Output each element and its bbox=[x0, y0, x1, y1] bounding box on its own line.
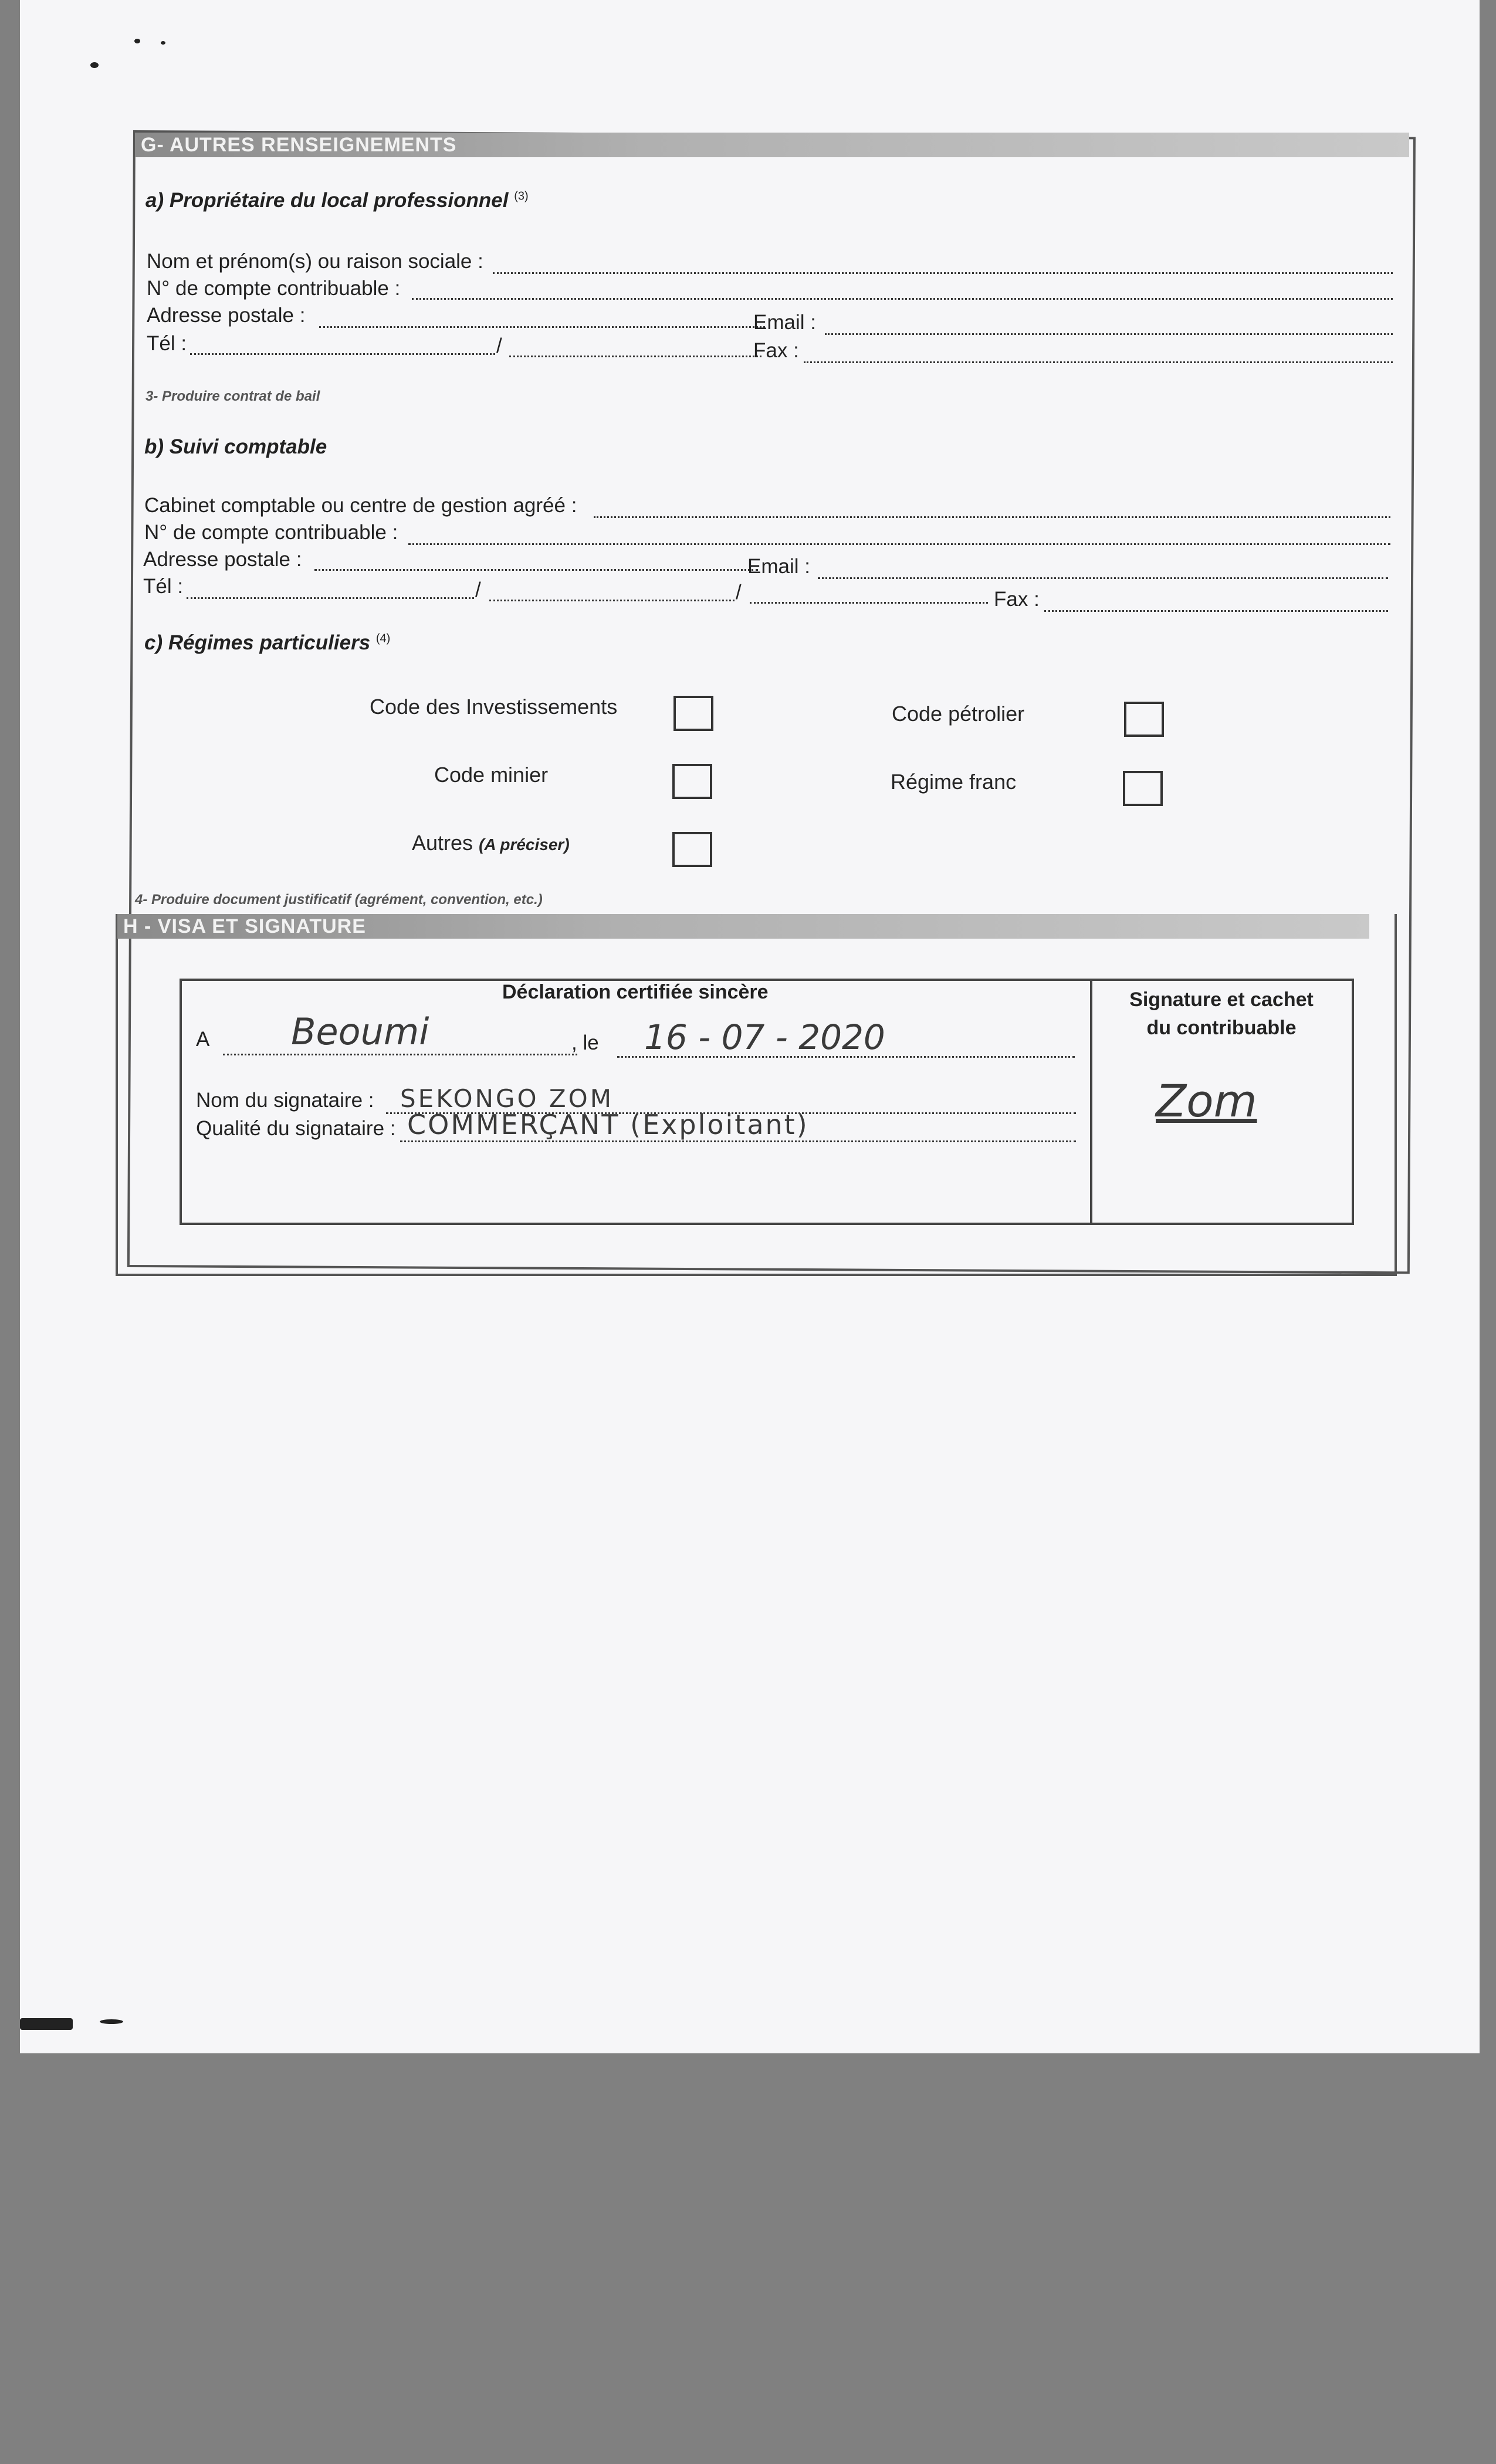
signatory-name-handwritten: SEKONGO ZOM bbox=[400, 1084, 614, 1113]
accountant-cabinet-label: Cabinet comptable ou centre de gestion agréé : bbox=[144, 494, 577, 517]
accountant-tel-field-3[interactable] bbox=[750, 602, 988, 604]
date-handwritten: 16 - 07 - 2020 bbox=[644, 1017, 885, 1057]
owner-fax-field[interactable] bbox=[804, 361, 1393, 363]
owner-email-label: Email : bbox=[753, 311, 816, 334]
scanned-page bbox=[20, 0, 1480, 2053]
checkbox-code-petrolier[interactable] bbox=[1124, 702, 1164, 737]
accountant-email-field[interactable] bbox=[818, 577, 1388, 579]
section-h-title: H - VISA ET SIGNATURE bbox=[117, 914, 1369, 939]
regime-label-petrolier: Code pétrolier bbox=[892, 702, 1025, 726]
signatory-quality-label: Qualité du signataire : bbox=[196, 1117, 396, 1140]
subsection-a-heading: a) Propriétaire du local professionnel $^{(3)}$ bbox=[145, 189, 529, 212]
regime-label-franc: Régime franc bbox=[891, 770, 1017, 794]
owner-name-field[interactable] bbox=[493, 272, 1393, 274]
subsection-c-heading: c) Régimes particuliers $^{(4)}$ bbox=[144, 631, 391, 654]
accountant-account-field[interactable] bbox=[408, 543, 1390, 545]
owner-email-field[interactable] bbox=[825, 333, 1393, 335]
accountant-tel-field-2[interactable] bbox=[489, 600, 735, 601]
scan-speck bbox=[90, 62, 99, 68]
section-g-title: G- AUTRES RENSEIGNEMENTS bbox=[135, 133, 1409, 157]
owner-name-label: Nom et prénom(s) ou raison sociale : bbox=[147, 250, 483, 273]
scan-speck bbox=[100, 2019, 123, 2024]
taxpayer-signature: Zom bbox=[1156, 1075, 1257, 1127]
owner-tel-label: Tél : bbox=[147, 332, 187, 355]
declaration-title: Déclaration certifiée sincère bbox=[502, 981, 769, 1003]
place-handwritten: Beoumi bbox=[291, 1010, 429, 1053]
accountant-address-field[interactable] bbox=[314, 569, 758, 571]
scan-speck bbox=[20, 2018, 73, 2030]
owner-tel-separator: / bbox=[496, 334, 502, 357]
date-label: , le bbox=[571, 1031, 599, 1054]
checkbox-regime-franc[interactable] bbox=[1123, 771, 1163, 806]
owner-address-field[interactable] bbox=[319, 326, 765, 328]
owner-tel-field-2[interactable] bbox=[509, 356, 761, 357]
visa-signature-box bbox=[180, 979, 1354, 1225]
checkbox-code-investissements[interactable] bbox=[673, 696, 713, 731]
accountant-tel-separator-1: / bbox=[475, 578, 481, 601]
regime-label-investissements: Code des Investissements bbox=[370, 695, 618, 719]
note-4: 4- Produire document justificatif (agrément, convention, etc.) bbox=[135, 892, 543, 908]
checkbox-autres[interactable] bbox=[672, 832, 712, 867]
owner-address-label: Adresse postale : bbox=[147, 304, 306, 327]
owner-account-field[interactable] bbox=[412, 298, 1393, 300]
accountant-fax-field[interactable] bbox=[1044, 610, 1388, 612]
note-3: 3- Produire contrat de bail bbox=[145, 388, 320, 404]
checkbox-code-minier[interactable] bbox=[672, 764, 712, 799]
owner-fax-label: Fax : bbox=[753, 339, 799, 362]
owner-account-label: N° de compte contribuable : bbox=[147, 277, 401, 300]
accountant-tel-label: Tél : bbox=[143, 575, 184, 598]
accountant-tel-separator-2: / bbox=[736, 581, 742, 604]
regime-label-minier: Code minier bbox=[434, 763, 549, 787]
scan-speck bbox=[161, 41, 165, 45]
subsection-b-heading: b) Suivi comptable bbox=[144, 435, 327, 458]
accountant-tel-field-1[interactable] bbox=[187, 597, 474, 599]
signatory-quality-handwritten: COMMERÇANT (Exploitant) bbox=[407, 1109, 809, 1140]
accountant-fax-label: Fax : bbox=[994, 588, 1040, 611]
signatory-name-label: Nom du signataire : bbox=[196, 1089, 374, 1112]
place-label: A bbox=[196, 1028, 210, 1051]
scan-speck bbox=[134, 39, 140, 43]
place-field[interactable] bbox=[223, 1054, 577, 1055]
accountant-address-label: Adresse postale : bbox=[143, 548, 302, 571]
signatory-quality-field[interactable] bbox=[400, 1140, 1076, 1142]
accountant-account-label: N° de compte contribuable : bbox=[144, 521, 398, 544]
accountant-email-label: Email : bbox=[747, 555, 810, 578]
owner-tel-field-1[interactable] bbox=[190, 353, 495, 355]
accountant-cabinet-field[interactable] bbox=[594, 516, 1390, 518]
regime-label-autres: Autres (A préciser) bbox=[412, 831, 570, 855]
signature-title: Signature et cachet du contribuable bbox=[1129, 989, 1314, 1039]
